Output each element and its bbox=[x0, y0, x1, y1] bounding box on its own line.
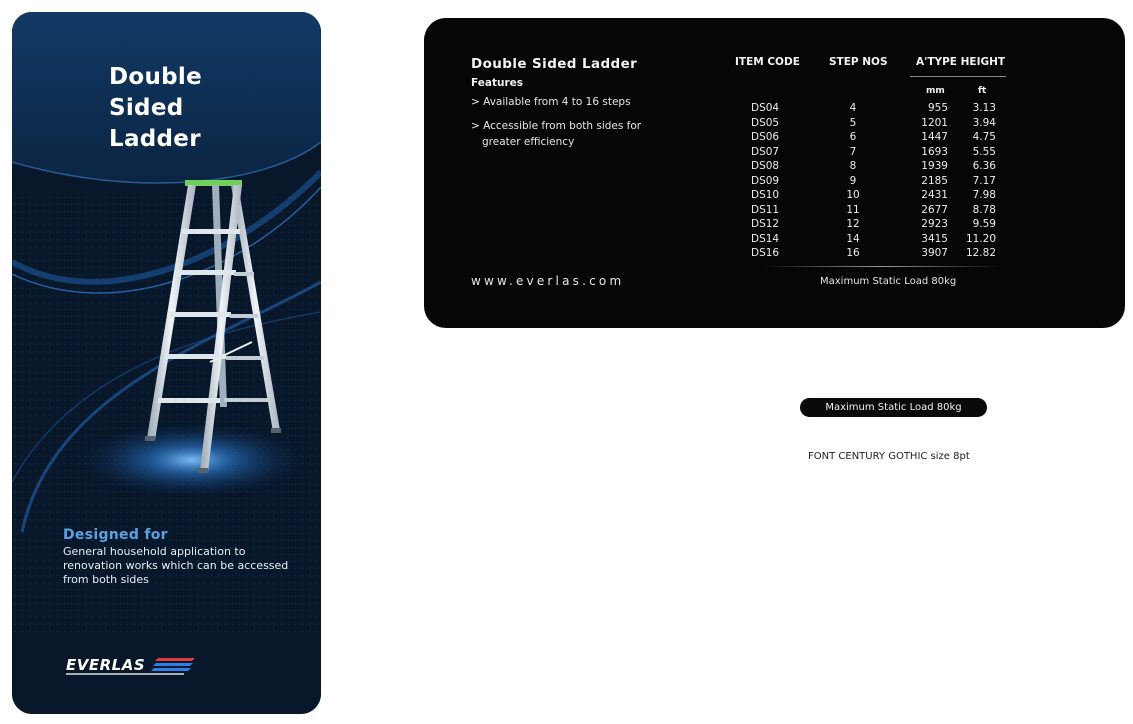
cell-height-ft: 7.98 bbox=[972, 189, 996, 201]
banner-title-line: Ladder bbox=[109, 126, 201, 152]
cell-height-ft: 9.59 bbox=[972, 218, 996, 230]
spec-table-body bbox=[424, 102, 1125, 262]
cell-height-ft: 7.17 bbox=[972, 174, 996, 187]
table-row bbox=[424, 117, 1125, 132]
website-url: www.everlas.com bbox=[471, 274, 625, 288]
cell-height-mm: 1939 bbox=[921, 160, 948, 172]
product-banner bbox=[12, 12, 321, 714]
table-row bbox=[424, 189, 1125, 204]
table-row bbox=[424, 175, 1125, 190]
cell-item-code: DS16 bbox=[751, 247, 780, 259]
card-title: Double Sided Ladder bbox=[471, 56, 638, 72]
everlas-logo bbox=[64, 652, 199, 682]
cell-height-mm: 2185 bbox=[921, 174, 948, 187]
cell-item-code: DS11 bbox=[751, 203, 780, 216]
feature-text: > Available from 4 to 16 steps bbox=[471, 96, 631, 108]
cell-height-mm: 2431 bbox=[921, 189, 948, 201]
cell-item-code: DS10 bbox=[751, 189, 780, 201]
cell-height-ft: 5.55 bbox=[972, 145, 996, 158]
column-header-item-code: ITEM CODE bbox=[735, 56, 800, 68]
table-bottom-divider bbox=[762, 266, 1002, 267]
table-row bbox=[424, 204, 1125, 219]
cell-height-ft: 3.94 bbox=[972, 116, 996, 129]
max-load-pill: Maximum Static Load 80kg bbox=[800, 398, 987, 417]
cell-height-ft: 8.78 bbox=[972, 203, 996, 216]
unit-ft: ft bbox=[978, 86, 987, 96]
cell-step-nos: 8 bbox=[849, 160, 857, 172]
cell-height-ft: 11.20 bbox=[965, 232, 996, 245]
logo-wordmark: EVERLAS bbox=[66, 656, 146, 674]
table-row bbox=[424, 131, 1125, 146]
cell-item-code: DS14 bbox=[751, 232, 780, 245]
cell-step-nos: 5 bbox=[849, 116, 857, 129]
table-row bbox=[424, 146, 1125, 161]
column-header-height: A'TYPE HEIGHT bbox=[916, 56, 1006, 68]
unit-mm: mm bbox=[926, 86, 945, 96]
cell-height-mm: 2923 bbox=[921, 218, 948, 230]
cell-height-ft: 12.82 bbox=[965, 247, 996, 259]
cell-step-nos: 14 bbox=[846, 232, 860, 245]
cell-height-mm: 1201 bbox=[921, 116, 948, 129]
cell-item-code: DS04 bbox=[751, 102, 780, 114]
cell-height-ft: 6.36 bbox=[972, 160, 996, 172]
cell-item-code: DS06 bbox=[751, 131, 780, 143]
cell-height-mm: 1447 bbox=[921, 131, 948, 143]
cell-item-code: DS07 bbox=[751, 145, 780, 158]
features-heading: Features bbox=[471, 77, 523, 89]
cell-step-nos: 16 bbox=[846, 247, 860, 259]
cell-height-mm: 3415 bbox=[921, 232, 948, 245]
table-row bbox=[424, 233, 1125, 248]
table-row bbox=[424, 160, 1125, 175]
cell-step-nos: 9 bbox=[849, 174, 857, 187]
cell-height-ft: 4.75 bbox=[972, 131, 996, 143]
table-row bbox=[424, 247, 1125, 262]
cell-height-mm: 955 bbox=[927, 102, 948, 114]
cell-step-nos: 7 bbox=[849, 145, 857, 158]
cell-height-mm: 3907 bbox=[921, 247, 948, 259]
cell-step-nos: 6 bbox=[849, 131, 857, 143]
cell-item-code: DS08 bbox=[751, 160, 780, 172]
cell-item-code: DS12 bbox=[751, 218, 780, 230]
cell-height-mm: 2677 bbox=[921, 203, 948, 216]
cell-step-nos: 12 bbox=[846, 218, 860, 230]
cell-item-code: DS09 bbox=[751, 174, 780, 187]
banner-title-line: Sided bbox=[109, 95, 184, 121]
cell-item-code: DS05 bbox=[751, 116, 780, 129]
header-divider bbox=[910, 76, 1006, 77]
table-row bbox=[424, 102, 1125, 117]
cell-height-mm: 1693 bbox=[921, 145, 948, 158]
banner-title-line: Double bbox=[109, 64, 203, 90]
designed-for-heading: Designed for bbox=[63, 527, 168, 543]
column-header-step-nos: STEP NOS bbox=[829, 56, 888, 68]
card-max-load: Maximum Static Load 80kg bbox=[820, 276, 957, 287]
banner-title bbox=[109, 62, 202, 155]
cell-step-nos: 4 bbox=[849, 102, 857, 114]
table-row bbox=[424, 218, 1125, 233]
feature-text-continued: greater efficiency bbox=[482, 136, 575, 148]
cell-step-nos: 10 bbox=[846, 189, 860, 201]
spec-card bbox=[424, 18, 1125, 328]
font-note: FONT CENTURY GOTHIC size 8pt bbox=[808, 451, 970, 462]
feature-text: > Accessible from both sides for bbox=[471, 120, 642, 132]
designed-for-text: General household application to renovation works which can be accessed from both sides bbox=[63, 545, 289, 586]
cell-step-nos: 11 bbox=[846, 203, 860, 216]
cell-height-ft: 3.13 bbox=[972, 102, 996, 114]
